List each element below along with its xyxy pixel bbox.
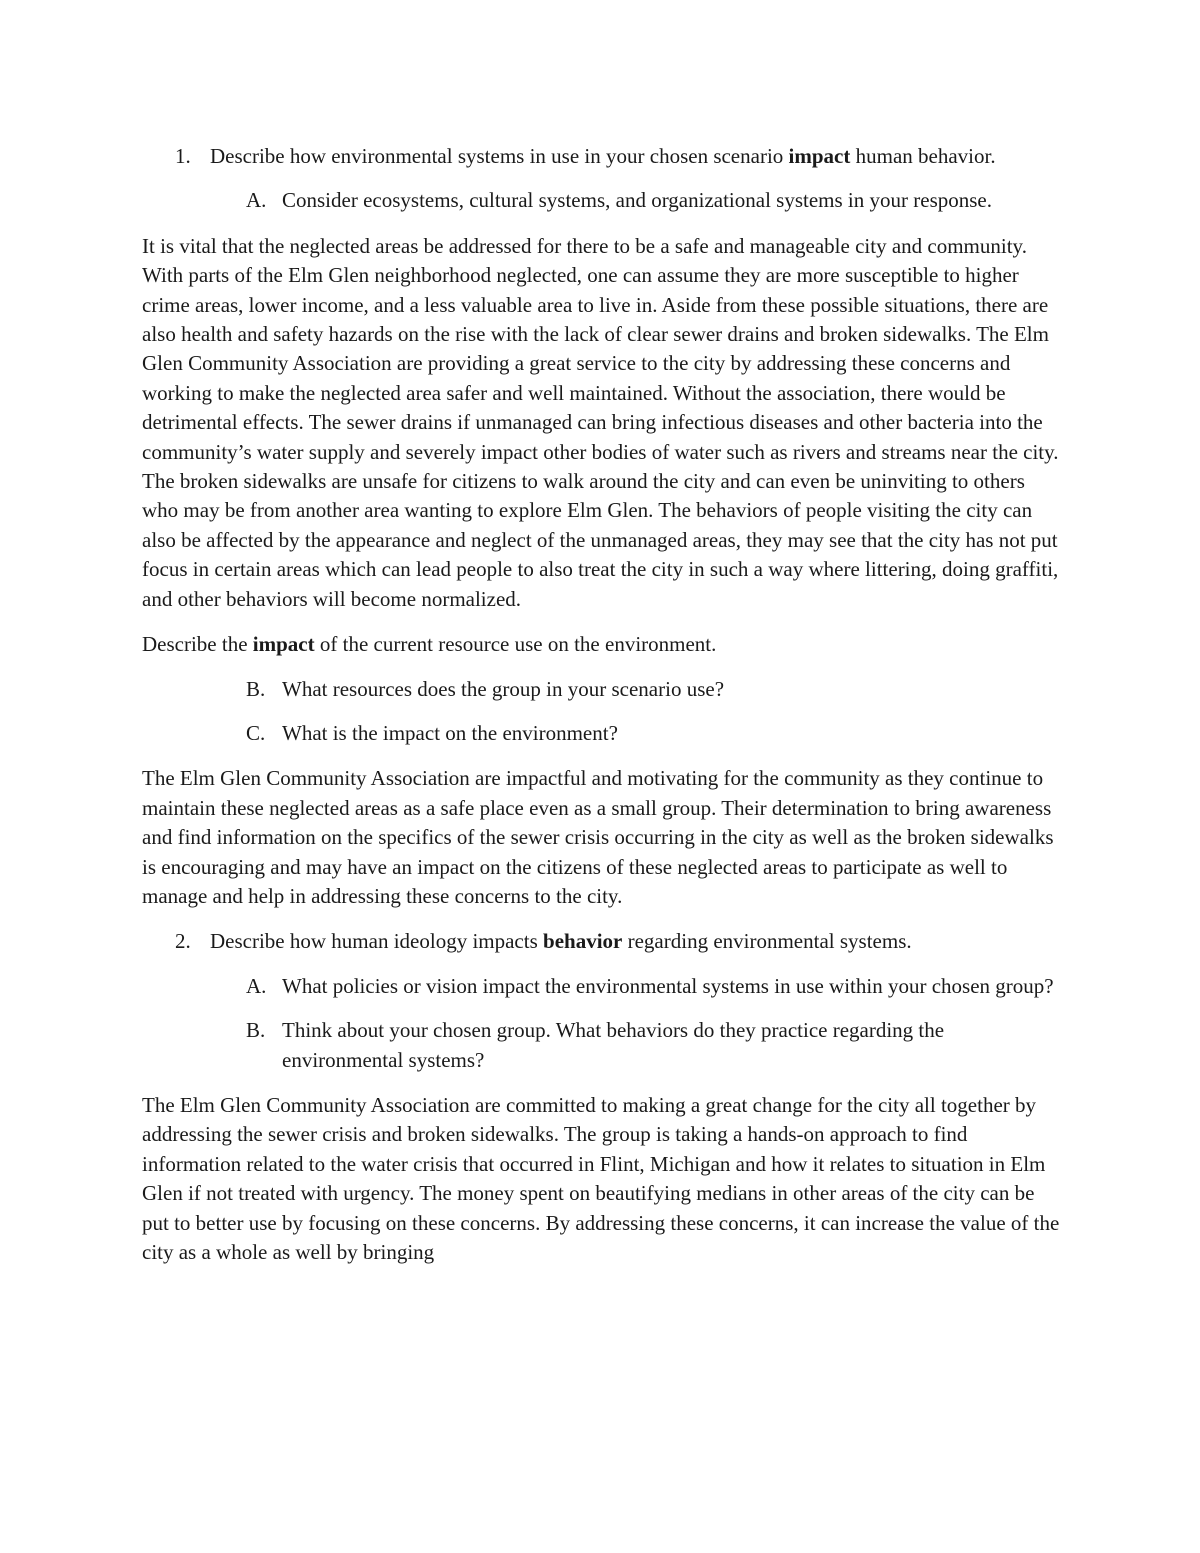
- resource-question-sub-b: [142, 675, 1062, 704]
- resource-question-bold-term: impact: [252, 632, 315, 657]
- question-1-sub-a: [142, 186, 1062, 215]
- resource-question-sub-b-text: What resources does the group in your scenario use?: [282, 676, 725, 701]
- resource-question-sub-c: [142, 719, 1062, 748]
- question-1-number: 1.: [175, 144, 191, 168]
- resource-question-sub-c-text: What is the impact on the environment?: [282, 720, 618, 745]
- resource-question-sub-b-marker: B.: [246, 676, 266, 701]
- question-2-sub-b-marker: B.: [246, 1018, 266, 1043]
- question-2-number: 2.: [175, 929, 191, 954]
- question-2-sub-a: [142, 972, 1062, 1001]
- answer-3-paragraph: The Elm Glen Community Association are committed to making a great change for the city all together by addressing the sewer crisis and broken sidewalks. The group is taking a hands-on approach to find information related to the water crisis that occurred in Flint, Michigan and how it relates to situation in Elm Glen if not treated with urgency. The money spent on beautifying medians in other areas of the city can be put to better use by focusing on these concerns. By addressing these concerns, it can increase the value of the city as a whole as well by bringing: [142, 1092, 1060, 1264]
- question-1-text-start: Describe how environmental systems in use in your chosen scenario: [210, 144, 789, 168]
- question-1-sub-a-text: Consider ecosystems, cultural systems, and organizational systems in your response.: [282, 188, 992, 213]
- question-2-sub-b: [142, 1016, 1062, 1075]
- question-2: [142, 927, 1062, 956]
- resource-question-sub-c-marker: C.: [246, 720, 266, 745]
- question-2-sub-a-marker: A.: [246, 973, 267, 998]
- question-2-bold-term: behavior: [543, 929, 623, 954]
- question-1-text-end: human behavior.: [850, 144, 996, 168]
- question-1: [142, 142, 1062, 171]
- question-2-text-start: Describe how human ideology impacts: [210, 929, 544, 954]
- question-2-text-end: regarding environmental systems.: [622, 929, 912, 954]
- resource-question-text-end: of the current resource use on the environment.: [314, 632, 717, 657]
- answer-2-paragraph: The Elm Glen Community Association are impactful and motivating for the community as they continue to maintain these neglected areas as a safe place even as a small group. Their determination to bring awareness and find information on the specifics of the sewer crisis occurring in the city as well as the broken sidewalks is encouraging and may have an impact on the citizens of these neglected areas to participate as well to manage and help in addressing these concerns to the city.: [142, 766, 1054, 908]
- document-page: [142, 142, 1062, 1267]
- question-2-sub-a-text: What policies or vision impact the environmental systems in use within your chosen group?: [282, 973, 1054, 998]
- resource-question: [142, 630, 1062, 659]
- question-1-bold-term: impact: [788, 144, 851, 168]
- question-2-sub-b-text: Think about your chosen group. What behaviors do they practice regarding the environmental systems?: [282, 1018, 945, 1072]
- resource-question-text-start: Describe the: [142, 632, 253, 657]
- question-1-sub-a-marker: A.: [246, 188, 267, 213]
- answer-1-paragraph: It is vital that the neglected areas be addressed for there to be a safe and manageable city and community. With parts of the Elm Glen neighborhood neglected, one can assume they are more susceptible to higher crime areas, lower income, and a less valuable area to live in. Aside from these possible situations, there are also health and safety hazards on the rise with the lack of clear sewer drains and broken sidewalks. The Elm Glen Community Association are providing a great service to the city by addressing these concerns and working to make the neglected area safer and well maintained. Without the association, there would be detrimental effects. The sewer drains if unmanaged can bring infectious diseases and other bacteria into the community’s water supply and severely impact other bodies of water such as rivers and streams near the city. The broken sidewalks are unsafe for citizens to walk around the city and can even be uninviting to others who may be from another area wanting to explore Elm Glen. The behaviors of people visiting the city can also be affected by the appearance and neglect of the unmanaged areas, they may see that the city has not put focus in certain areas which can lead people to also treat the city in such a way where littering, doing graffiti, and other behaviors will become normalized.: [142, 233, 1059, 611]
